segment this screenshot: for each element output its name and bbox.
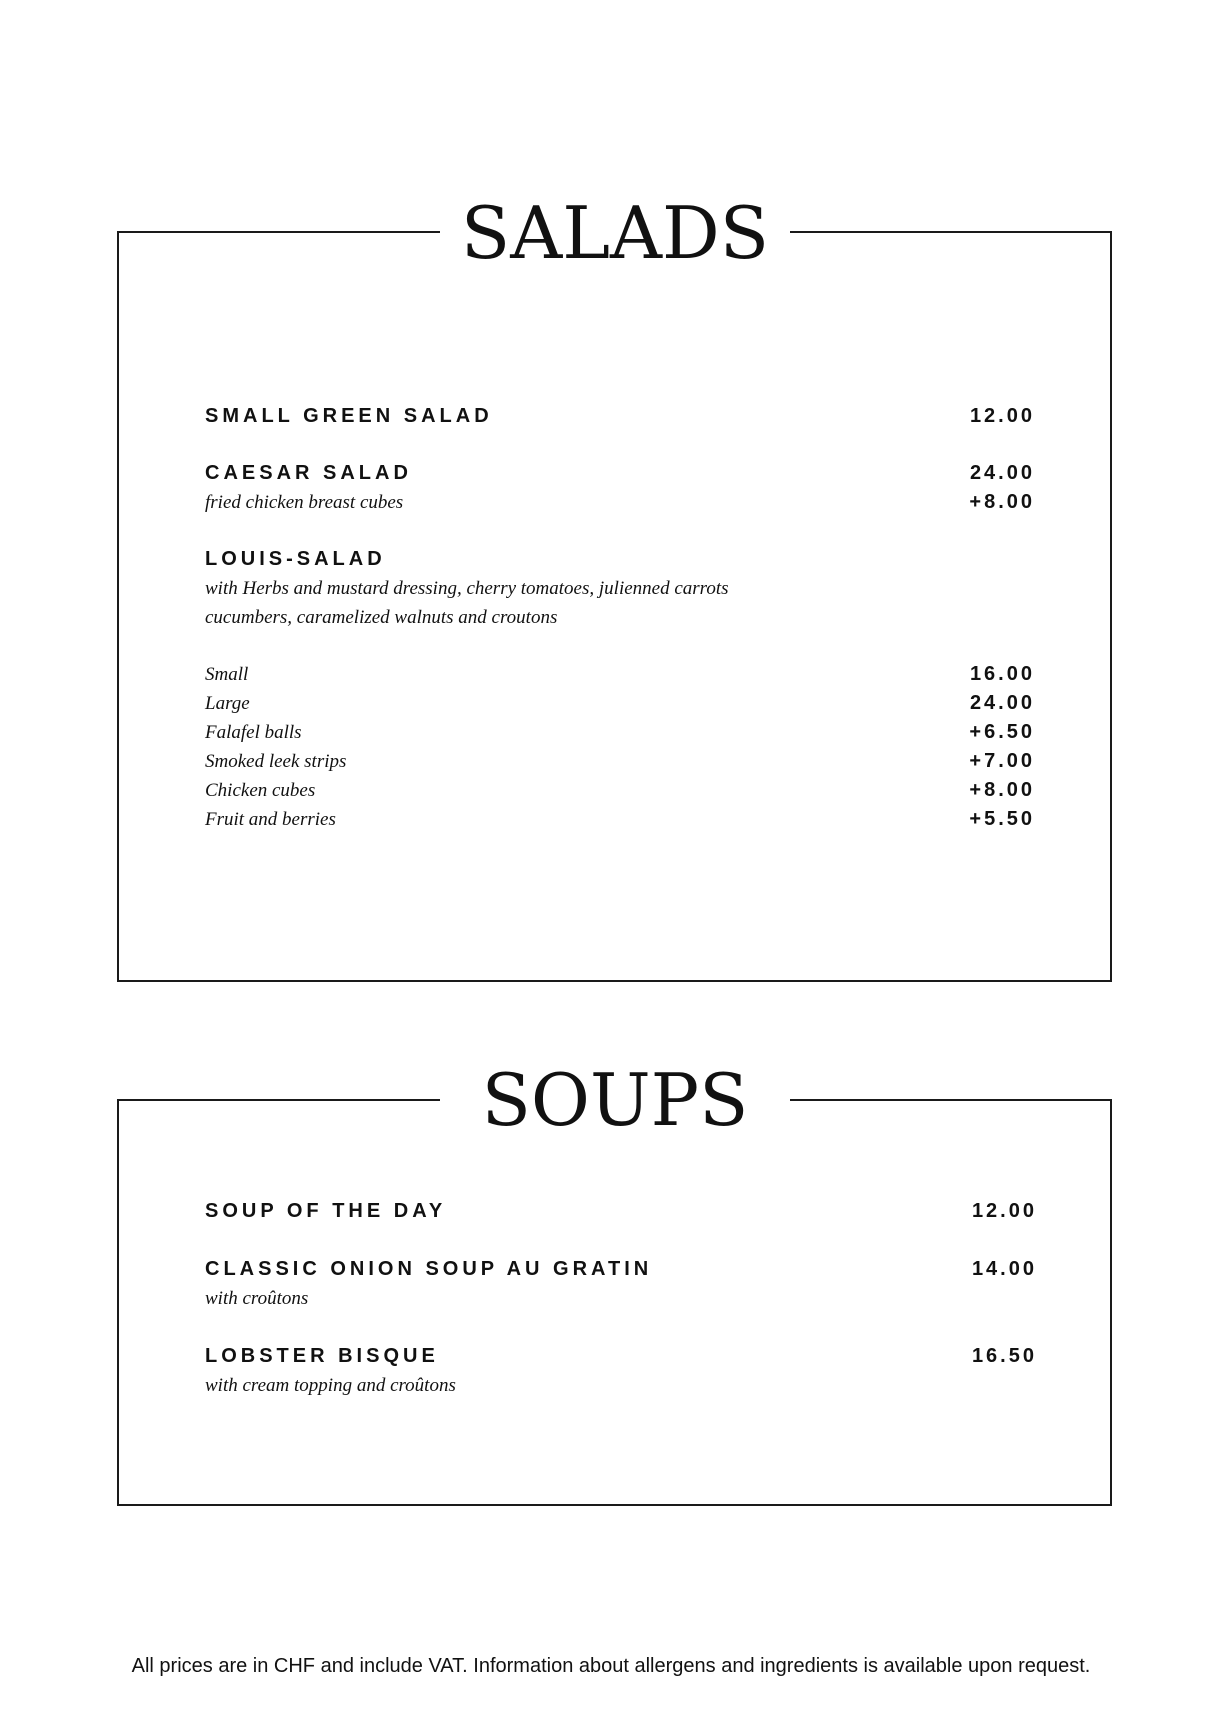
item-price: 12.00 <box>971 1200 1037 1222</box>
louis-salad-description-line-1 <box>205 574 1035 603</box>
option-price: 24.00 <box>969 692 1035 714</box>
menu-item-louis-salad <box>205 545 1035 574</box>
option-label: Chicken cubes <box>205 780 316 801</box>
louis-option-fruit <box>205 805 1035 834</box>
louis-option-falafel <box>205 718 1035 747</box>
salads-heading: SALADS <box>440 188 790 278</box>
menu-item-caesar-salad <box>205 459 1035 488</box>
item-price: 14.00 <box>971 1258 1037 1280</box>
option-label: Large <box>205 693 250 714</box>
item-name: SOUP OF THE DAY <box>205 1200 447 1222</box>
option-price: +5.50 <box>969 808 1035 830</box>
louis-option-chicken <box>205 776 1035 805</box>
menu-item-onion-soup <box>205 1255 1037 1284</box>
option-label: Falafel balls <box>205 722 302 743</box>
item-name: SMALL GREEN SALAD <box>205 405 493 427</box>
item-price: 24.00 <box>969 462 1035 484</box>
footer-note: All prices are in CHF and include VAT. Information about allergens and ingredients is available upon request. <box>131 1655 1091 1677</box>
item-extra-price: +8.00 <box>969 491 1035 513</box>
option-price: +8.00 <box>969 779 1035 801</box>
louis-option-large <box>205 689 1035 718</box>
onion-soup-description <box>205 1284 1037 1313</box>
item-description: with Herbs and mustard dressing, cherry tomatoes, julienned carrots <box>205 578 729 599</box>
lobster-bisque-description <box>205 1371 1037 1400</box>
item-price: 12.00 <box>969 405 1035 427</box>
item-description: cucumbers, caramelized walnuts and croutons <box>205 607 558 628</box>
option-label: Fruit and berries <box>205 809 336 830</box>
item-price: 16.50 <box>971 1345 1037 1367</box>
item-name: LOUIS-SALAD <box>205 548 386 570</box>
soups-heading: SOUPS <box>440 1055 790 1145</box>
item-description: with croûtons <box>205 1288 309 1309</box>
item-description: fried chicken breast cubes <box>205 492 404 513</box>
menu-item-caesar-extra <box>205 488 1035 517</box>
option-price: +6.50 <box>969 721 1035 743</box>
menu-item-lobster-bisque <box>205 1342 1037 1371</box>
louis-salad-description-line-2 <box>205 603 1035 632</box>
option-label: Small <box>205 664 249 685</box>
option-price: +7.00 <box>969 750 1035 772</box>
item-name: CLASSIC ONION SOUP AU GRATIN <box>205 1258 653 1280</box>
louis-option-small <box>205 660 1035 689</box>
option-price: 16.00 <box>969 663 1035 685</box>
item-name: LOBSTER BISQUE <box>205 1345 439 1367</box>
item-name: CAESAR SALAD <box>205 462 412 484</box>
menu-item-small-green-salad <box>205 402 1035 431</box>
option-label: Smoked leek strips <box>205 751 347 772</box>
item-description: with cream topping and croûtons <box>205 1375 456 1396</box>
louis-option-smoked-leek <box>205 747 1035 776</box>
menu-item-soup-of-the-day <box>205 1197 1037 1226</box>
